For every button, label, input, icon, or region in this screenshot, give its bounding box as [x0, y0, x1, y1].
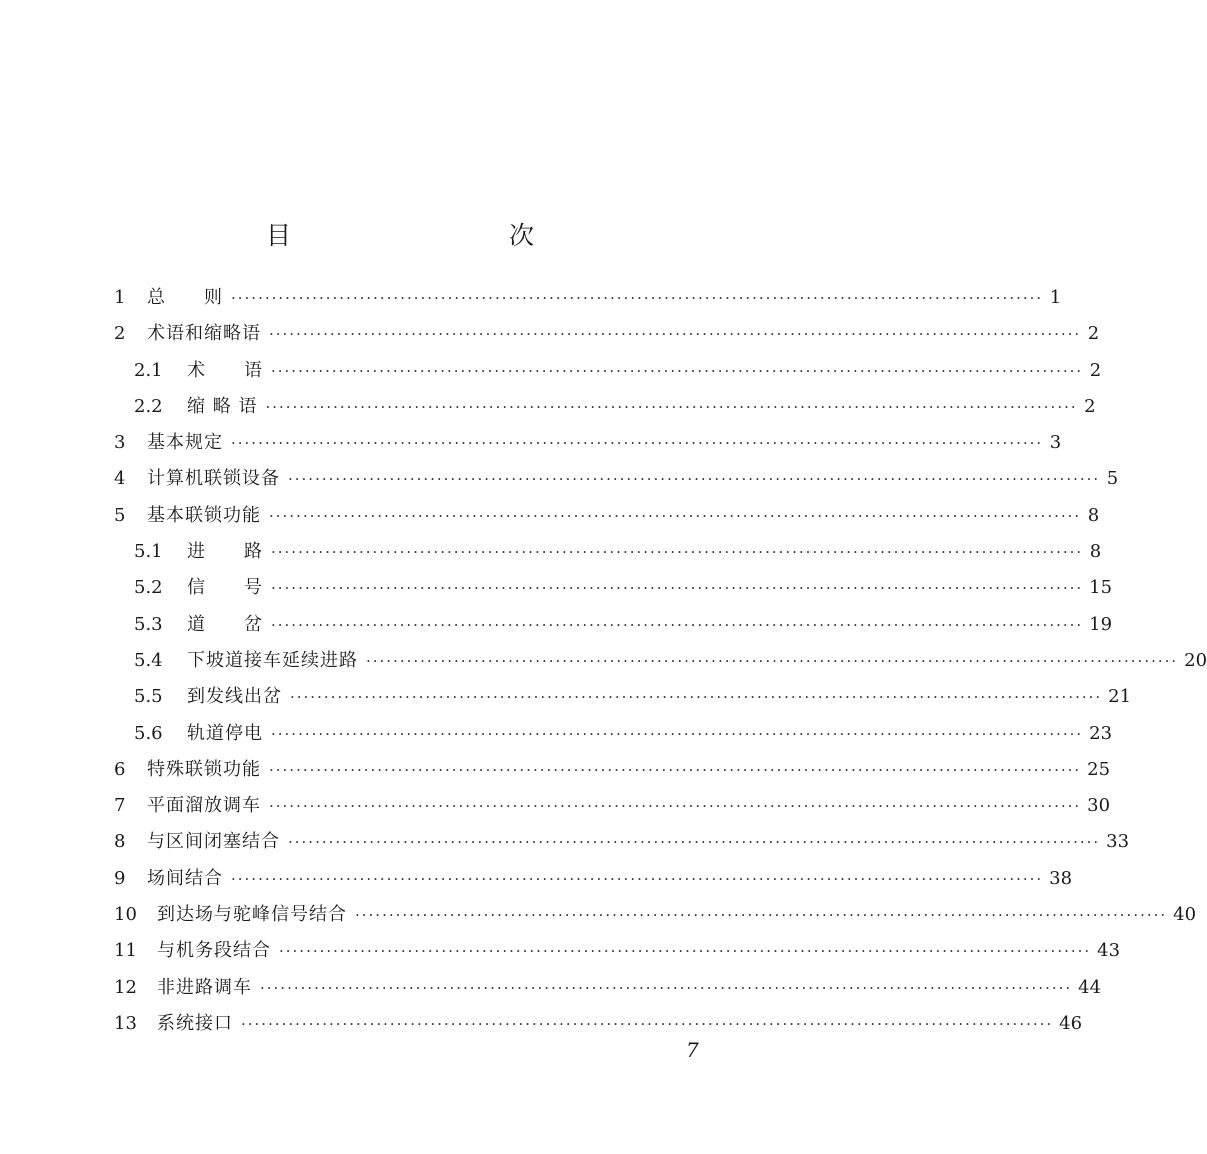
toc-entry-label: 总 则	[147, 287, 223, 308]
toc-entry	[114, 716, 1113, 752]
toc-entry-page: 8	[1087, 504, 1100, 526]
toc-entry-page: 43	[1097, 940, 1121, 962]
page-title: 目 次	[265, 221, 590, 250]
toc-entry-label: 特殊联锁功能	[147, 758, 261, 780]
toc-entry-number: 10	[114, 904, 137, 926]
table-of-contents	[114, 280, 1207, 1042]
toc-leader-dots: ························································································································	[271, 361, 1084, 380]
toc-entry	[114, 607, 1113, 643]
toc-entry-page: 8	[1089, 541, 1102, 563]
toc-leader-dots: ························································································································	[271, 543, 1084, 562]
toc-entry-number: 5	[114, 504, 126, 526]
toc-entry	[114, 933, 1121, 969]
toc-entry-page: 40	[1173, 904, 1197, 926]
toc-entry-page: 5	[1106, 468, 1119, 490]
toc-entry-label: 场间结合	[147, 867, 223, 889]
page-number: 7	[686, 1038, 699, 1062]
toc-entry	[114, 461, 1119, 497]
toc-entry-number: 2.2	[134, 395, 163, 417]
toc-leader-dots: ························································································································	[269, 760, 1082, 779]
toc-leader-dots: ························································································································	[269, 506, 1082, 525]
toc-entry	[114, 752, 1111, 788]
toc-entry-page: 15	[1089, 577, 1113, 599]
toc-entry	[114, 788, 1111, 824]
toc-leader-dots: ························································································································	[231, 434, 1044, 453]
toc-entry-number: 13	[114, 1012, 137, 1034]
toc-entry-page: 46	[1059, 1012, 1083, 1034]
toc-entry	[114, 970, 1102, 1006]
toc-entry-page: 2	[1089, 359, 1102, 381]
toc-entry	[114, 498, 1100, 534]
toc-leader-dots: ························································································································	[265, 397, 1078, 416]
toc-entry-label: 道 岔	[187, 613, 263, 635]
toc-leader-dots: ························································································································	[290, 688, 1103, 707]
toc-leader-dots: ························································································································	[271, 579, 1084, 598]
toc-entry-number: 5.6	[134, 722, 163, 744]
toc-entry-label: 平面溜放调车	[147, 795, 261, 817]
toc-entry-page: 3	[1049, 432, 1062, 454]
toc-entry-number: 5.1	[134, 541, 163, 563]
toc-entry-label: 计算机联锁设备	[147, 468, 280, 490]
toc-entry-number: 5.5	[134, 686, 163, 708]
toc-entry-number: 7	[114, 795, 126, 817]
toc-entry	[114, 861, 1073, 897]
toc-entry-page: 38	[1049, 867, 1073, 889]
toc-leader-dots: ························································································································	[288, 470, 1101, 489]
toc-leader-dots: ························································································································	[260, 978, 1073, 997]
toc-entry-page: 19	[1089, 613, 1113, 635]
toc-entry-label: 术语和缩略语	[147, 323, 261, 345]
toc-leader-dots: ························································································································	[279, 942, 1092, 961]
toc-entry-number: 2	[114, 323, 126, 345]
toc-entry	[114, 534, 1102, 570]
toc-entry	[114, 824, 1130, 860]
toc-leader-dots: ························································································································	[269, 797, 1082, 816]
toc-entry	[114, 353, 1102, 389]
toc-entry-page: 44	[1078, 976, 1102, 998]
toc-entry-label: 到达场与驼峰信号结合	[157, 904, 347, 926]
toc-entry-label: 术 语	[187, 359, 263, 381]
toc-entry-label: 基本联锁功能	[147, 504, 261, 526]
toc-entry-number: 4	[114, 468, 126, 490]
toc-entry-page: 23	[1089, 722, 1113, 744]
toc-entry-number: 11	[114, 940, 137, 962]
toc-entry-label: 基本规定	[147, 432, 223, 454]
toc-entry-number: 8	[114, 831, 126, 853]
toc-entry	[114, 570, 1113, 606]
toc-leader-dots: ························································································································	[271, 724, 1084, 743]
toc-leader-dots: ························································································································	[355, 906, 1168, 925]
toc-entry-number: 6	[114, 758, 126, 780]
toc-entry-page: 1	[1049, 287, 1062, 308]
toc-leader-dots: ························································································································	[366, 651, 1179, 670]
toc-entry-page: 20	[1184, 649, 1207, 671]
toc-entry-label: 缩 略 语	[187, 395, 258, 417]
toc-entry-number: 1	[114, 287, 126, 308]
toc-entry-label: 进 路	[187, 541, 263, 563]
toc-entry-label: 系统接口	[157, 1012, 233, 1034]
toc-entry	[114, 643, 1207, 679]
toc-entry-label: 下坡道接车延续进路	[187, 649, 358, 671]
toc-entry-number: 9	[114, 867, 126, 889]
toc-entry-number: 12	[114, 976, 137, 998]
toc-entry	[114, 425, 1062, 461]
toc-entry-number: 3	[114, 432, 126, 454]
toc-leader-dots: ························································································································	[288, 833, 1101, 852]
toc-entry	[114, 1006, 1083, 1042]
toc-entry-number: 5.3	[134, 613, 163, 635]
toc-entry-page: 2	[1084, 395, 1096, 417]
toc-entry-page: 2	[1087, 323, 1100, 345]
toc-entry-page: 33	[1106, 831, 1130, 853]
toc-entry	[114, 679, 1132, 715]
toc-entry-page: 25	[1087, 758, 1111, 780]
toc-entry-page: 30	[1087, 795, 1111, 817]
toc-entry-label: 与区间闭塞结合	[147, 831, 280, 853]
toc-entry	[114, 897, 1197, 933]
toc-entry	[114, 316, 1100, 352]
toc-entry	[114, 280, 1062, 316]
toc-entry-number: 2.1	[134, 359, 163, 381]
toc-entry-label: 与机务段结合	[157, 940, 271, 962]
toc-leader-dots: ························································································································	[231, 869, 1044, 888]
toc-entry-label: 信 号	[187, 577, 263, 599]
toc-leader-dots: ························································································································	[231, 289, 1044, 307]
toc-leader-dots: ························································································································	[271, 615, 1084, 634]
toc-entry-label: 轨道停电	[187, 722, 263, 744]
toc-leader-dots: ························································································································	[241, 1014, 1054, 1033]
toc-entry-label: 到发线出岔	[187, 686, 282, 708]
toc-entry	[114, 389, 1096, 425]
toc-entry-label: 非进路调车	[157, 976, 252, 998]
toc-entry-number: 5.4	[134, 649, 163, 671]
toc-entry-number: 5.2	[134, 577, 163, 599]
toc-leader-dots: ························································································································	[269, 325, 1082, 344]
toc-entry-page: 21	[1108, 686, 1132, 708]
